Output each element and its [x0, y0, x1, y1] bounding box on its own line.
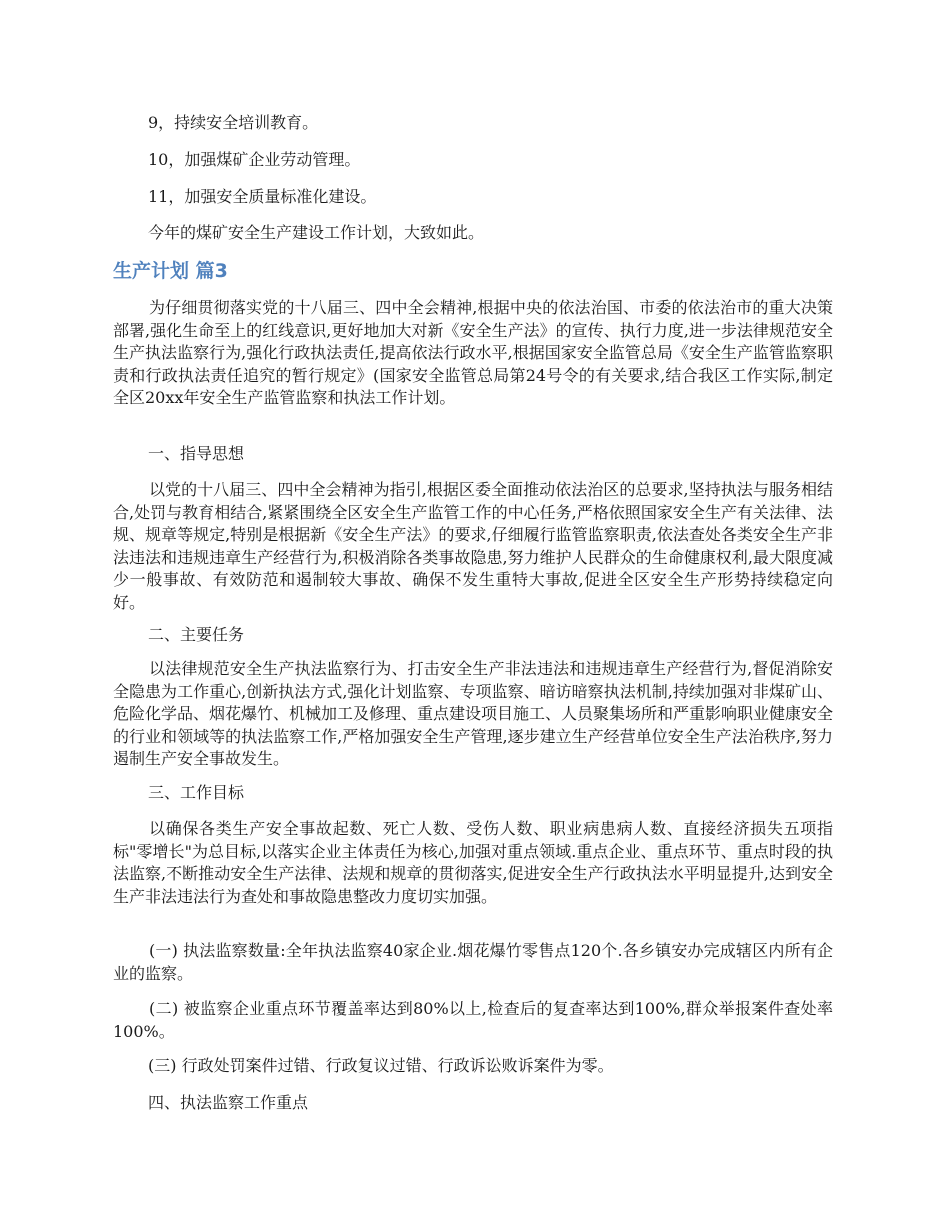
paragraph-guiding-ideology: 以党的十八届三、四中全会精神为指引,根据区委全面推动依法治区的总要求,坚持执法与服务相结合,处罚与教育相结合,紧紧围绕全区安全生产监管工作的中心任务,严格依照国家安全生产有关法律、法规、规章等规定,特别是根据新《安全生产法》的要求,仔细履行监管监察职责,依法查处各类安全生产非法违法和违规违章生产经营行为,积极消除各类事故隐患,努力维护人民群众的生命健康权利,最大限度减少一般事故、有效防范和遏制较大事故、确保不发生重特大事故,促进全区安全生产形势持续稳定向好。	[113, 480, 833, 612]
subheading-guiding-ideology: 一、指导思想	[148, 444, 245, 463]
subheading-main-tasks: 二、主要任务	[148, 625, 245, 644]
goal-item-3: (三) 行政处罚案件过错、行政复议过错、行政诉讼败诉案件为零。	[148, 1056, 614, 1075]
list-item: 11，加强安全质量标准化建设。	[148, 187, 377, 206]
closing-sentence: 今年的煤矿安全生产建设工作计划，大致如此。	[148, 223, 485, 242]
subheading-work-goals: 三、工作目标	[148, 783, 245, 802]
paragraph-main-tasks: 以法律规范安全生产执法监察行为、打击安全生产非法违法和违规违章生产经营行为,督促消除安全隐患为工作重心,创新执法方式,强化计划监察、专项监察、暗访暗察执法机制,持续加强对非煤矿山、危险化学品、烟花爆竹、机械加工及修理、重点建设项目施工、人员聚集场所和严重影响职业健康安全的行业和领域等的执法监察工作,严格加强安全生产管理,逐步建立生产经营单位安全生产法治秩序,努力遏制生产安全事故发生。	[113, 659, 834, 768]
subheading-enforcement-focus: 四、执法监察工作重点	[148, 1093, 309, 1112]
section-heading: 生产计划 篇3	[113, 260, 228, 282]
goal-item-1: (一) 执法监察数量:全年执法监察40家企业.烟花爆竹零售点120个.各乡镇安办完成辖区内所有企业的监察。	[113, 941, 833, 983]
paragraph-work-goals: 以确保各类生产安全事故起数、死亡人数、受伤人数、职业病患病人数、直接经济损失五项指标"零增长"为总目标,以落实企业主体责任为核心,加强对重点领域.重点企业、重点环节、重点时段的执法监察,不断推动安全生产法律、法规和规章的贯彻落实,促进安全生产行政执法水平明显提升,达到安全生产非法违法行为查处和事故隐患整改力度切实加强。	[113, 819, 833, 906]
list-item: 9，持续安全培训教育。	[148, 113, 319, 132]
intro-paragraph: 为仔细贯彻落实党的十八届三、四中全会精神,根据中央的依法治国、市委的依法治市的重大决策部署,强化生命至上的红线意识,更好地加大对新《安全生产法》的宣传、执行力度,进一步法律规范安全生产执法监察行为,强化行政执法责任,提高依法行政水平,根据国家安全监管总局《安全生产监管监察职责和行政执法责任追究的暂行规定》(国家安全监管总局第24号令的有关要求,结合我区工作实际,制定全区20xx年安全生产监管监察和执法工作计划。	[113, 298, 833, 407]
list-item: 10，加强煤矿企业劳动管理。	[148, 150, 361, 169]
goal-item-2: (二) 被监察企业重点环节覆盖率达到80%以上,检查后的复查率达到100%,群众举报案件查处率100%。	[113, 999, 833, 1041]
